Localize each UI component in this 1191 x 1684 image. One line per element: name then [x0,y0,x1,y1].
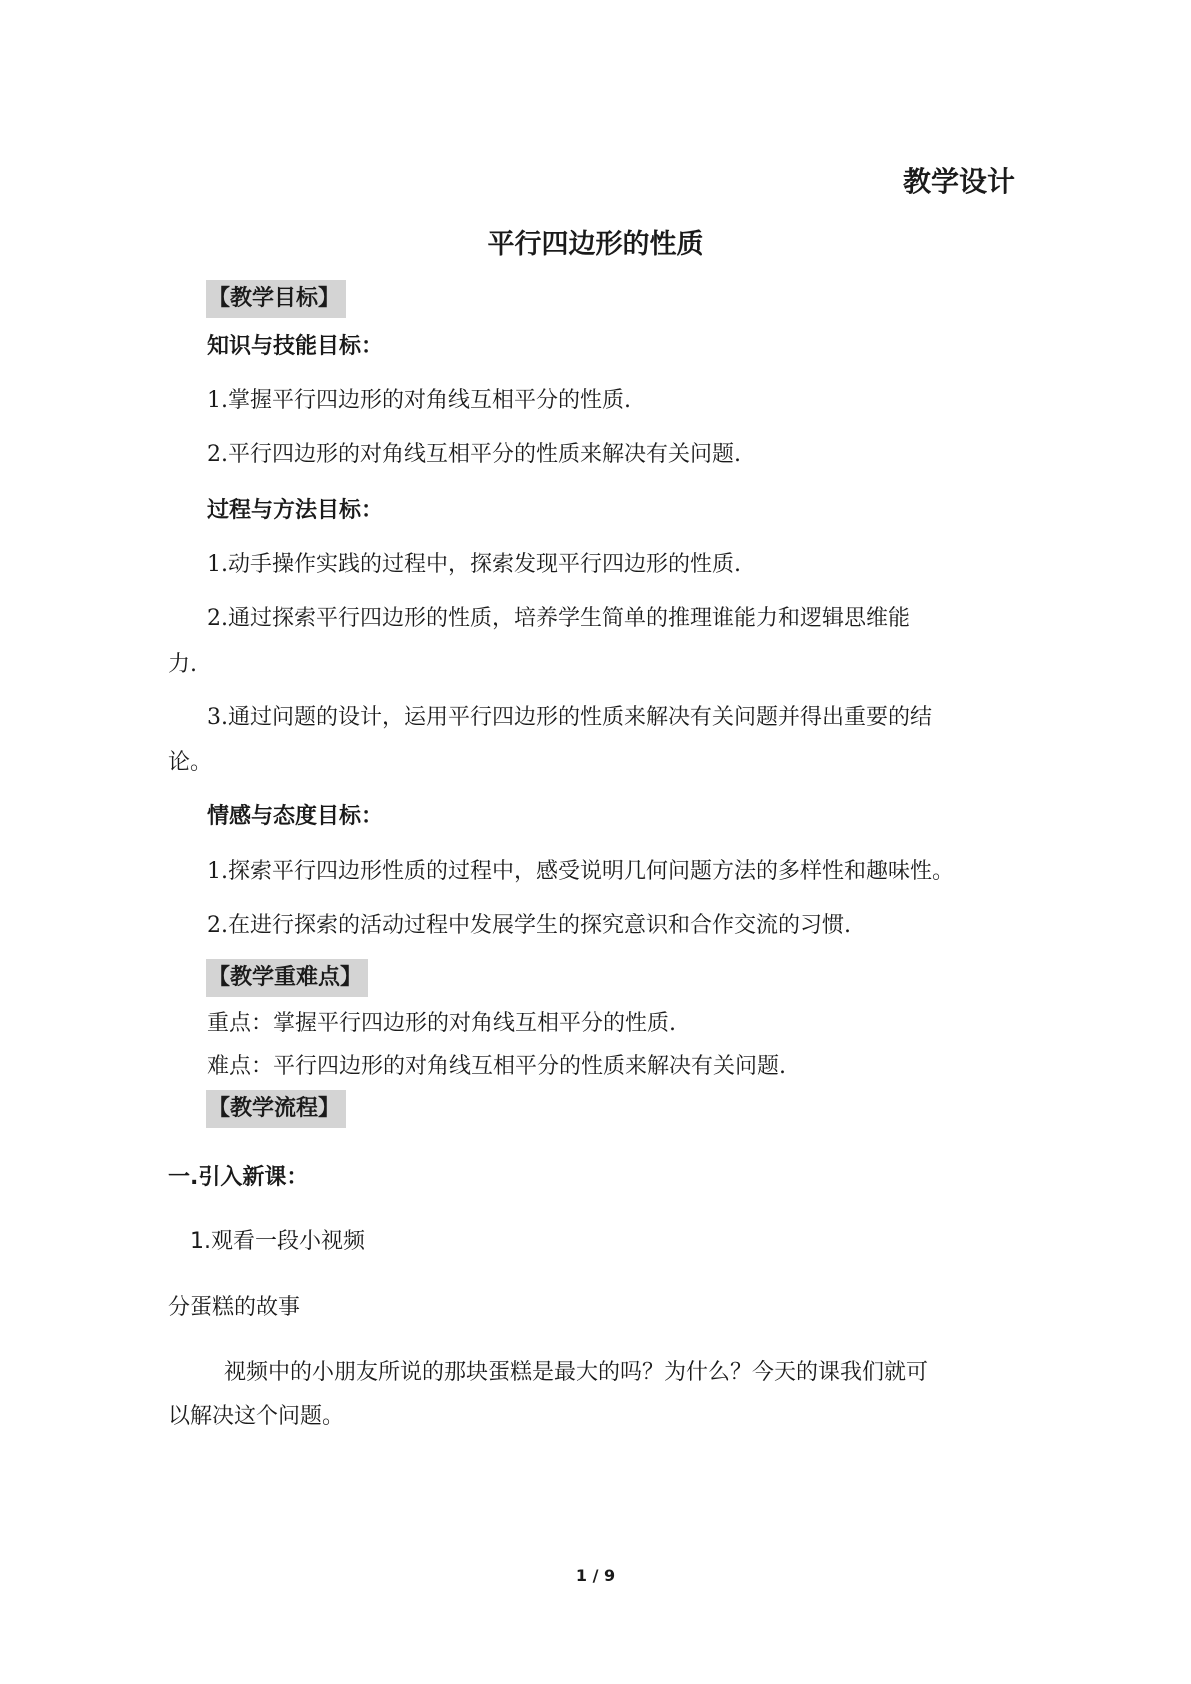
text-line: 2.通过探索平行四边形的性质，培养学生简单的推理谁能力和逻辑思维能 [207,606,910,631]
page-number: 1 / 9 [575,1566,616,1585]
subheading-process: 过程与方法目标： [207,498,384,523]
text-line: 3.通过问题的设计，运用平行四边形的性质来解决有关问题并得出重要的结 [207,705,932,730]
text-line: 重点：掌握平行四边形的对角线互相平分的性质. [207,1011,676,1036]
text-line: 难点：平行四边形的对角线互相平分的性质来解决有关问题. [207,1054,786,1079]
text-line: 以解决这个问题。 [168,1404,345,1429]
text-line: 视频中的小朋友所说的那块蛋糕是最大的吗？为什么？今天的课我们就可 [224,1360,929,1385]
subheading-knowledge: 知识与技能目标： [207,334,384,359]
subheading-intro: 一.引入新课： [168,1165,309,1190]
text-line: 论。 [168,750,213,775]
text-line: 2.在进行探索的活动过程中发展学生的探究意识和合作交流的习惯. [207,913,851,938]
text-line: 1.掌握平行四边形的对角线互相平分的性质. [207,388,631,413]
text-line: 分蛋糕的故事 [168,1295,301,1320]
section-header-key-points: 【教学重难点】 [206,959,368,997]
text-line: 力. [168,652,197,677]
section-header-objectives: 【教学目标】 [206,280,346,318]
section-header-flow: 【教学流程】 [206,1090,346,1128]
text-line: 1.观看一段小视频 [190,1229,365,1254]
page-title: 平行四边形的性质 [487,229,704,260]
subheading-emotion: 情感与态度目标： [207,804,384,829]
text-line: 1.动手操作实践的过程中，探索发现平行四边形的性质. [207,552,741,577]
doc-type-label: 教学设计 [902,165,1015,198]
text-line: 2.平行四边形的对角线互相平分的性质来解决有关问题. [207,442,741,467]
text-line: 1.探索平行四边形性质的过程中，感受说明几何问题方法的多样性和趣味性。 [207,859,954,884]
